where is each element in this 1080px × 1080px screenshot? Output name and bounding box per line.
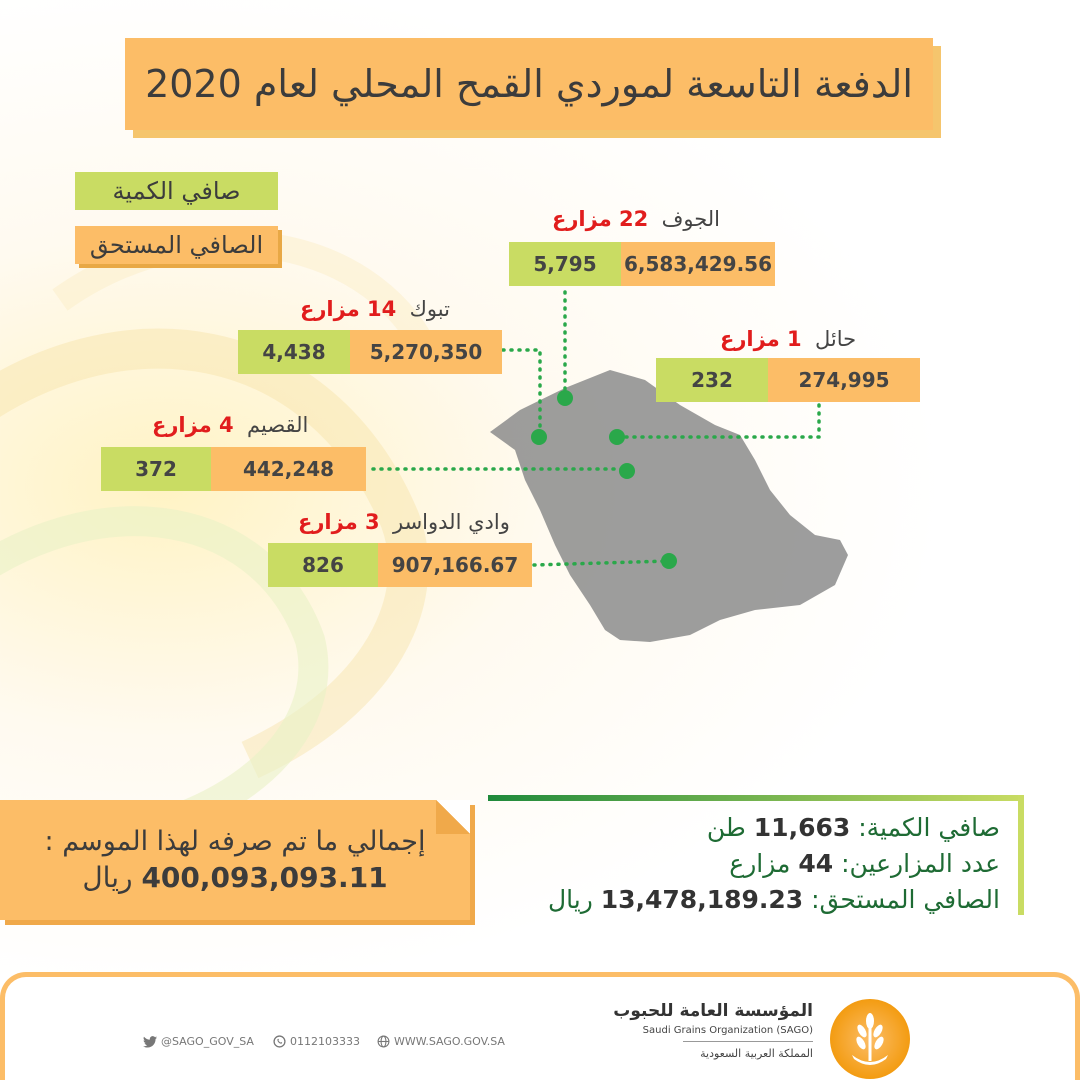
summary-quantity-value: 11,663 (753, 813, 851, 842)
region-label-qassim (152, 413, 308, 437)
region-name-dawasir: وادي الدواسر (393, 510, 510, 534)
summary-net-row (548, 885, 1000, 914)
org-name-arabic: المؤسسة العامة للحبوب (613, 1001, 813, 1021)
region-label-dawasir (298, 510, 510, 534)
quantity-dawasir: 826 (268, 543, 378, 587)
org-divider (683, 1041, 813, 1042)
farm-count-hail: 1 مزارع (720, 327, 802, 351)
website-url: WWW.SAGO.GOV.SA (394, 1035, 505, 1048)
farm-count-jouf: 22 مزارع (552, 207, 649, 231)
season-total-label: إجمالي ما تم صرفه لهذا الموسم : (44, 826, 426, 857)
amount-qassim: 442,248 (211, 447, 366, 491)
amount-dawasir: 907,166.67 (378, 543, 532, 587)
summary-top-bar (488, 795, 1024, 801)
quantity-jouf: 5,795 (509, 242, 621, 286)
season-total-unit: ريال (82, 861, 133, 894)
wheat-icon (830, 999, 910, 1079)
footer-bar (0, 972, 1080, 1080)
whatsapp-icon (273, 1035, 286, 1048)
legend-net-due: الصافي المستحق (75, 226, 278, 264)
region-name-qassim: القصيم (247, 413, 309, 437)
amount-hail: 274,995 (768, 358, 920, 402)
summary-farmers-label: عدد المزارعين: (841, 849, 1000, 878)
footer-phone[interactable] (273, 1035, 360, 1048)
footer-website[interactable] (377, 1035, 505, 1048)
phone-number: 0112103333 (290, 1035, 360, 1048)
season-total-box (0, 800, 470, 920)
footer-twitter[interactable] (143, 1035, 254, 1048)
globe-icon (377, 1035, 390, 1048)
summary-net-value: 13,478,189.23 (600, 885, 804, 914)
twitter-icon (143, 1036, 157, 1048)
summary-net-unit: ريال (547, 885, 593, 914)
amount-tabuk: 5,270,350 (350, 330, 502, 374)
farm-count-dawasir: 3 مزارع (298, 510, 380, 534)
quantity-hail: 232 (656, 358, 768, 402)
twitter-handle: @SAGO_GOV_SA (161, 1035, 254, 1048)
summary-quantity-row (707, 813, 1000, 842)
region-name-jouf: الجوف (661, 207, 721, 231)
summary-net-label: الصافي المستحق: (811, 885, 1000, 914)
region-name-tabuk: تبوك (409, 297, 450, 321)
legend-quantity: صافي الكمية (75, 172, 278, 210)
summary-farmers-row (729, 849, 1000, 878)
region-label-hail (720, 327, 856, 351)
title-banner (125, 38, 933, 130)
summary-farmers-unit: مزارع (729, 849, 791, 878)
summary-side-bar (1018, 795, 1024, 915)
region-name-hail: حائل (815, 327, 857, 351)
folded-corner (436, 800, 470, 834)
page-title: الدفعة التاسعة لموردي القمح المحلي لعام 2020 (145, 62, 913, 106)
sago-logo (830, 999, 910, 1079)
quantity-tabuk: 4,438 (238, 330, 350, 374)
summary-quantity-unit: طن (706, 813, 746, 842)
batch-summary (488, 795, 1024, 915)
region-label-tabuk (300, 297, 450, 321)
season-total-value: 400,093,093.11 (141, 861, 388, 894)
summary-quantity-label: صافي الكمية: (858, 813, 1000, 842)
season-total-value-line (82, 861, 387, 894)
farm-count-qassim: 4 مزارع (152, 413, 234, 437)
quantity-qassim: 372 (101, 447, 211, 491)
org-country: المملكة العربية السعودية (700, 1047, 813, 1060)
region-label-jouf (552, 207, 720, 231)
amount-jouf: 6,583,429.56 (621, 242, 775, 286)
farm-count-tabuk: 14 مزارع (300, 297, 397, 321)
summary-farmers-value: 44 (798, 849, 834, 878)
org-name-english: Saudi Grains Organization (SAGO) (642, 1025, 813, 1036)
